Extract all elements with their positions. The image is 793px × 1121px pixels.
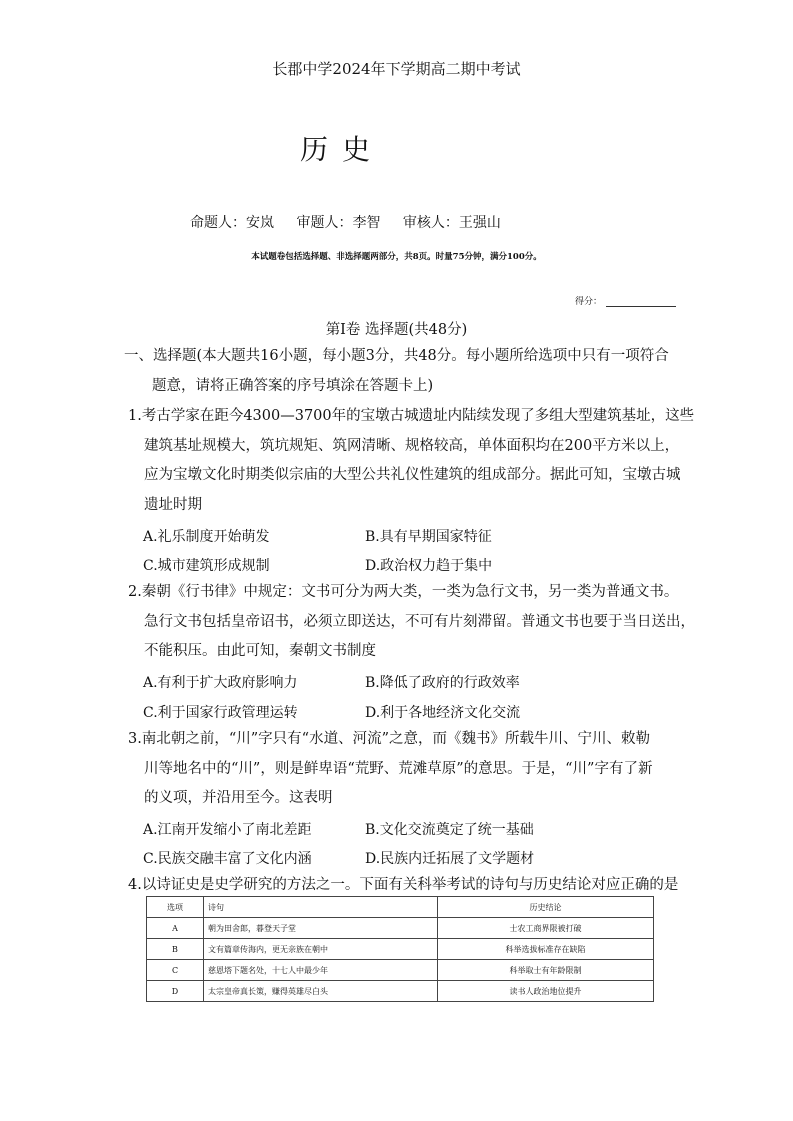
table-row bbox=[147, 918, 654, 939]
question-3-option-d: D.民族内迁拓展了文学题材 bbox=[365, 851, 535, 867]
question-2-option-d: D.利于各地经济文化交流 bbox=[365, 705, 521, 721]
section-title: 第Ⅰ卷 选择题(共48分) bbox=[325, 322, 468, 338]
question-3-line-3: 的义项，并沿用至今。这表明 bbox=[144, 790, 333, 806]
question-1-option-d: D.政治权力趋于集中 bbox=[365, 558, 493, 574]
table-cell-option: A bbox=[147, 918, 204, 939]
question-2-line-2: 急行文书包括皇帝诏书，必须立即送达，不可有片刻滞留。普通文书也要于当日送出， bbox=[144, 613, 695, 630]
exam-school-title: 长郡中学2024年下学期高二期中考试 bbox=[272, 60, 521, 78]
author-checker: 审核人：王强山 bbox=[402, 215, 501, 231]
score-field bbox=[575, 294, 676, 307]
authors-line bbox=[190, 212, 519, 232]
question-1-line-2: 建筑基址规模大，筑坑规矩、筑网清晰、规格较高，单体面积均在200平方米以上， bbox=[144, 437, 680, 454]
author-setter: 命题人：安岚 bbox=[190, 215, 274, 231]
table-row bbox=[147, 939, 654, 960]
question-1-line-1: 1.考古学家在距今4300—3700年的宝墩古城遗址内陆续发现了多组大型建筑基址，这些 bbox=[128, 408, 695, 424]
table-row bbox=[147, 981, 654, 1002]
table-header-conclusion: 历史结论 bbox=[438, 897, 654, 918]
question-1-line-4: 遗址时期 bbox=[144, 496, 202, 513]
table-cell-option: C bbox=[147, 960, 204, 981]
question-2-line-3: 不能积压。由此可知，秦朝文书制度 bbox=[144, 643, 376, 659]
question-3-line-1: 3.南北朝之前，“川”字只有“水道、河流”之意，而《魏书》所载牛川、宁川、敕勒 bbox=[128, 731, 650, 747]
question-2-option-c: C.利于国家行政管理运转 bbox=[143, 705, 298, 721]
question-3 bbox=[128, 725, 652, 814]
question-3-line-2: 川等地名中的“川”，则是鲜卑语“荒野、荒滩草原”的意思。于是，“川”字有了新 bbox=[144, 760, 653, 777]
subject-title: 历史 bbox=[300, 133, 385, 166]
table-cell-conclusion: 科举取士有年龄限制 bbox=[438, 960, 654, 981]
author-reviewer: 审题人：李智 bbox=[296, 215, 381, 231]
question-1 bbox=[128, 402, 694, 520]
table-header-poem: 诗句 bbox=[204, 897, 438, 918]
exam-note: 本试题卷包括选择题、非选择题两部分，共8页。时量75分钟，满分100分。 bbox=[251, 252, 542, 262]
table-cell-poem: 慈恩塔下题名处，十七人中最少年 bbox=[204, 960, 438, 981]
question-3-option-b: B.文化交流奠定了统一基础 bbox=[365, 822, 534, 838]
question-3-option-c: C.民族交融丰富了文化内涵 bbox=[143, 851, 312, 867]
score-blank bbox=[606, 297, 676, 307]
question-1-option-c: C.城市建筑形成规制 bbox=[143, 558, 270, 574]
question-2-option-b: B.降低了政府的行政效率 bbox=[365, 675, 520, 691]
question-1-line-3: 应为宝墩文化时期类似宗庙的大型公共礼仪性建筑的组成部分。据此可知，宝墩古城 bbox=[144, 467, 681, 483]
question-1-option-a: A.礼乐制度开始萌发 bbox=[143, 529, 270, 545]
table-header-row bbox=[147, 897, 654, 918]
instructions-line-1: 一、选择题(本大题共16小题，每小题3分，共48分。每小题所给选项中只有一项符合 bbox=[124, 348, 669, 364]
table-header-option: 选项 bbox=[147, 897, 204, 918]
question-3-option-a: A.江南开发缩小了南北差距 bbox=[143, 822, 312, 838]
question-2 bbox=[128, 578, 695, 667]
table-row bbox=[147, 960, 654, 981]
instructions bbox=[124, 342, 669, 401]
table-cell-option: D bbox=[147, 981, 204, 1002]
score-label: 得分： bbox=[575, 297, 603, 307]
table-cell-poem: 文有篇章传海内，更无亲族在朝中 bbox=[204, 939, 438, 960]
question-1-option-b: B.具有早期国家特征 bbox=[365, 529, 492, 545]
instructions-line-2: 题意，请将正确答案的序号填涂在答题卡上) bbox=[152, 377, 434, 394]
poem-table bbox=[146, 896, 654, 1002]
question-2-line-1: 2.秦朝《行书律》中规定：文书可分为两大类，一类为急行文书，另一类为普通文书。 bbox=[128, 584, 679, 600]
question-2-option-a: A.有利于扩大政府影响力 bbox=[143, 675, 298, 691]
table-cell-conclusion: 科举选拔标准存在缺陷 bbox=[438, 939, 654, 960]
table-cell-conclusion: 士农工商界限被打破 bbox=[438, 918, 654, 939]
table-cell-poem: 太宗皇帝真长策，赚得英雄尽白头 bbox=[204, 981, 438, 1002]
question-4-line-1: 4.以诗证史是史学研究的方法之一。下面有关科举考试的诗句与历史结论对应正确的是 bbox=[128, 877, 679, 893]
table-cell-option: B bbox=[147, 939, 204, 960]
table-cell-conclusion: 读书人政治地位提升 bbox=[438, 981, 654, 1002]
table-cell-poem: 朝为田舍郎，暮登天子堂 bbox=[204, 918, 438, 939]
